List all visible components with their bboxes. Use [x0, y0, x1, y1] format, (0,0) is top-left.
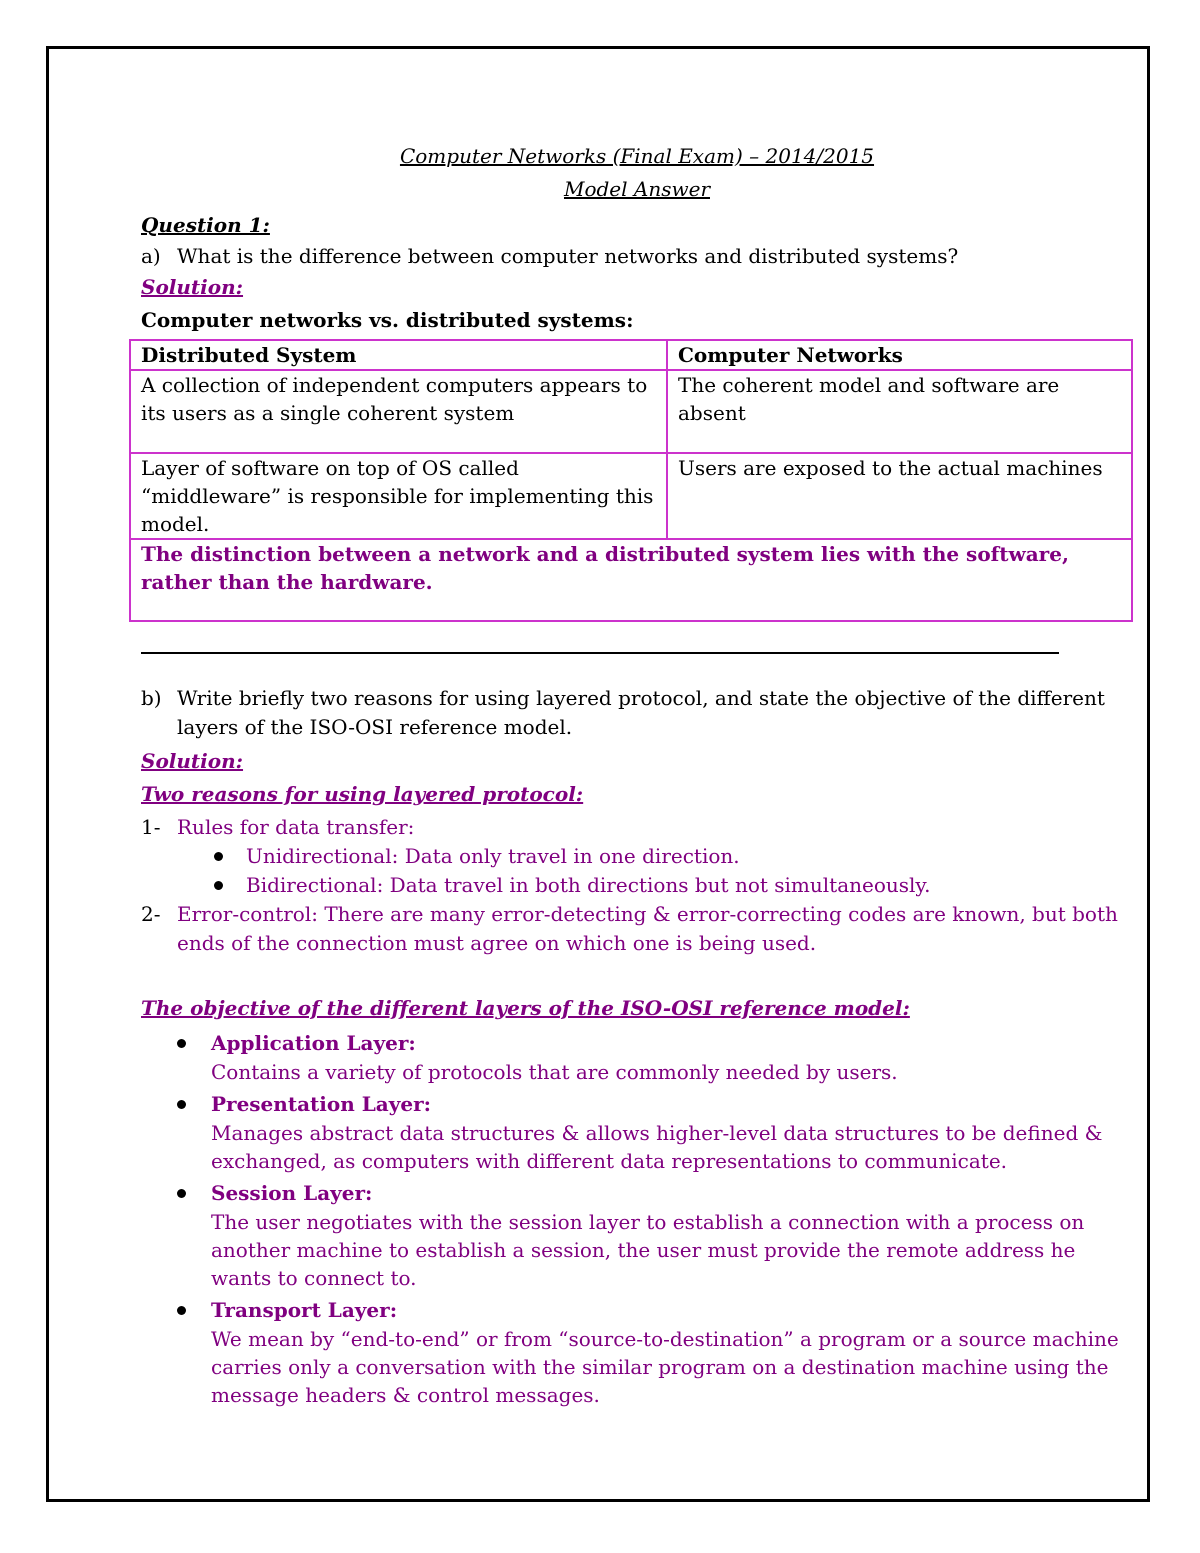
reason-marker: 2- — [141, 902, 161, 926]
question-1a — [141, 242, 1133, 271]
layer-description: We mean by “end-to-end” or from “source-to-destination” a program or a source machine carries only a conversation with the similar program on a destination machine using the message headers & control messages. — [211, 1327, 1119, 1407]
layer-description: Manages abstract data structures & allows higher-level data structures to be defined & exchanged, as computers with different data representations to communicate. — [211, 1121, 1103, 1173]
list-item — [175, 1028, 1133, 1086]
list-item-text: Unidirectional: Data only travel in one direction. — [246, 844, 740, 868]
reason-item — [141, 813, 1133, 842]
table-header-row — [130, 340, 1132, 370]
layer-name: Transport Layer: — [211, 1298, 398, 1322]
bullet-icon — [175, 1295, 211, 1409]
table-row — [130, 453, 1132, 539]
question-marker: a) — [141, 244, 161, 268]
horizontal-divider — [141, 652, 1059, 654]
layer-description: Contains a variety of protocols that are commonly needed by users. — [211, 1060, 898, 1084]
layer-description: The user negotiates with the session layer to establish a connection with a process on another machine to establish a session, the user must provide the remote address he wants to connect to. — [211, 1210, 1085, 1290]
document-title: Computer Networks (Final Exam) – 2014/2015 — [399, 144, 875, 168]
layer-name: Presentation Layer: — [211, 1092, 431, 1116]
layer-name: Application Layer: — [211, 1031, 416, 1055]
document-body — [141, 140, 1133, 1409]
table-cell: The coherent model and software are absent — [667, 370, 1132, 453]
table-footer-row — [130, 539, 1132, 621]
table-row — [130, 370, 1132, 453]
table-cell: Users are exposed to the actual machines — [667, 453, 1132, 539]
objective-heading: The objective of the different layers of the ISO-OSI reference model: — [141, 996, 910, 1020]
list-item-text: Bidirectional: Data travel in both directions but not simultaneously. — [246, 873, 931, 897]
question-text: Write briefly two reasons for using layered protocol, and state the objective of the different layers of the ISO-OSI reference model. — [177, 686, 1105, 739]
table-cell: Layer of software on top of OS called “middleware” is responsible for implementing this model. — [130, 453, 667, 539]
bullet-icon — [175, 1089, 211, 1175]
comparison-heading: Computer networks vs. distributed systems: — [141, 308, 634, 332]
table-cell: A collection of independent computers appears to its users as a single coherent system — [130, 370, 667, 453]
solution-label: Solution: — [141, 749, 244, 773]
bullet-icon — [175, 1028, 211, 1086]
list-item — [175, 1089, 1133, 1175]
bullet-icon — [211, 871, 246, 900]
solution-label: Solution: — [141, 275, 244, 299]
list-item — [211, 842, 1133, 871]
layer-list — [175, 1028, 1133, 1409]
reasons-heading: Two reasons for using layered protocol: — [141, 782, 584, 806]
reason-marker: 1- — [141, 815, 161, 839]
bullet-icon — [211, 842, 246, 871]
table-header-cell: Computer Networks — [667, 340, 1132, 370]
table-footer-cell: The distinction between a network and a distributed system lies with the software, rather than the hardware. — [130, 539, 1132, 621]
layer-name: Session Layer: — [211, 1181, 373, 1205]
question-1-label: Question 1: — [141, 213, 270, 237]
reason-sub-list — [211, 842, 1133, 900]
reason-text: Error-control: There are many error-detecting & error-correcting codes are known, but both ends of the connection must agree on which one is being used. — [177, 902, 1118, 955]
reason-item — [141, 900, 1133, 958]
reason-text: Rules for data transfer: — [177, 815, 415, 839]
question-1b — [141, 684, 1133, 742]
list-item — [211, 871, 1133, 900]
question-text: What is the difference between computer networks and distributed systems? — [177, 244, 959, 268]
document-subtitle: Model Answer — [563, 177, 710, 201]
question-marker: b) — [141, 686, 162, 710]
table-header-cell: Distributed System — [130, 340, 667, 370]
list-item — [175, 1295, 1133, 1409]
bullet-icon — [175, 1178, 211, 1292]
list-item — [175, 1178, 1133, 1292]
comparison-table — [129, 339, 1133, 622]
